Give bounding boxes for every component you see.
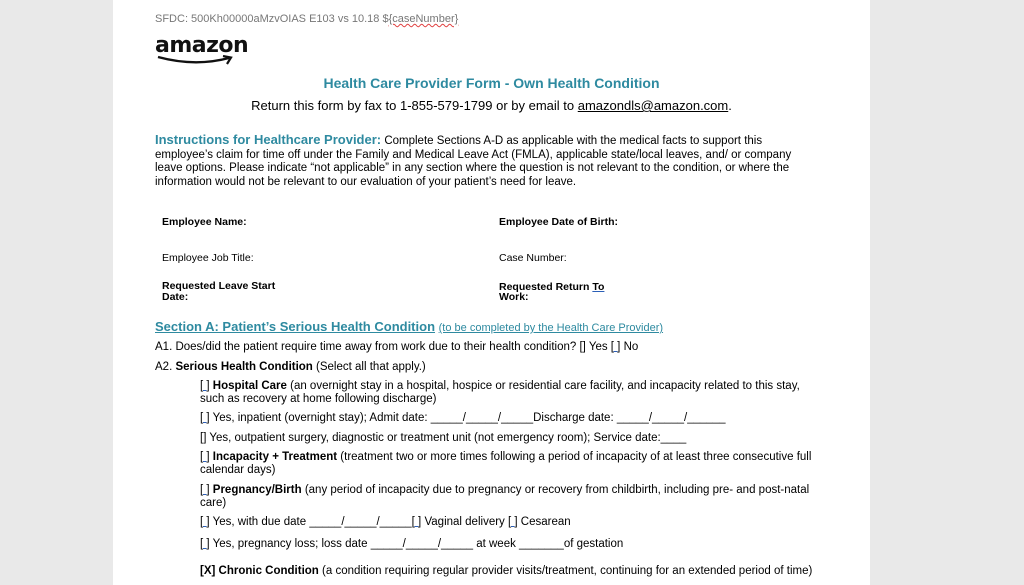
smile-arrow-icon bbox=[155, 55, 245, 67]
job-title-label: Employee Job Title: bbox=[162, 252, 254, 264]
instructions-paragraph: Instructions for Healthcare Provider: Complete Sections A-D as applicable with the medical facts to support this employee’s claim for time off under the Family and Medical Leave Act (FMLA), applicable state/local leaves, and/ or company leave options. Please indicate “not applicable” in any section where the question is not relevant to the condition, or where the information would not be relevant to our evaluation of your patient’s need for leave. bbox=[155, 132, 792, 188]
vaginal-checkbox[interactable]: [ ] bbox=[411, 516, 422, 528]
option-incapacity-treatment: [ ] Incapacity + Treatment (treatment two or more times following a period of incapacity of at least three consecutive full calendar days) bbox=[200, 451, 812, 476]
leave-start-label: Requested Leave Start Date: bbox=[162, 280, 276, 303]
amazon-logo bbox=[155, 33, 249, 65]
cesarean-checkbox[interactable]: [ ] bbox=[508, 516, 518, 528]
hospital-checkbox[interactable]: [ ] bbox=[200, 380, 210, 392]
employee-dob-label: Employee Date of Birth: bbox=[499, 216, 619, 228]
option-pregnancy-loss: [ ] Yes, pregnancy loss; loss date _____/_____/_____ at week _______of gestation bbox=[200, 538, 624, 550]
logo-wordmark: amazon bbox=[155, 33, 249, 58]
inpatient-checkbox[interactable]: [ ] bbox=[200, 412, 210, 424]
option-inpatient: [ ] Yes, inpatient (overnight stay); Admit date: _____/_____/_____Discharge date: _____/_____/______ bbox=[200, 412, 726, 424]
option-pregnancy-birth: [ ] Pregnancy/Birth (any period of incapacity due to pregnancy or recovery from childbirth, including pre- and post-natal care) bbox=[200, 484, 810, 509]
return-instructions: Return this form by fax to 1-855-579-1799 or by email to amazondls@amazon.com. bbox=[251, 98, 732, 113]
form-title: Health Care Provider Form - Own Health Condition bbox=[323, 75, 660, 91]
pregnancy-checkbox[interactable]: [ ] bbox=[200, 484, 210, 496]
document-page bbox=[113, 0, 870, 585]
case-number-label: Case Number: bbox=[499, 252, 567, 264]
sfdc-prefix: SFDC: 500Kh00000aMzvOIAS E103 vs 10.18 $ bbox=[155, 13, 389, 25]
section-a-heading: Section A: Patient’s Serious Health Condition (to be completed by the Health Care Provider) bbox=[155, 319, 664, 334]
option-due-date: [ ] Yes, with due date _____/_____/_____[ ] Vaginal delivery [ ] Cesarean bbox=[200, 516, 571, 528]
question-a2: A2. Serious Health Condition (Select all that apply.) bbox=[155, 361, 426, 373]
sfdc-header bbox=[155, 13, 458, 25]
incapacity-checkbox[interactable]: [ ] bbox=[200, 451, 210, 463]
instructions-lead: Instructions for Healthcare Provider: bbox=[155, 132, 382, 147]
employee-name-label: Employee Name: bbox=[162, 216, 247, 228]
due-date-checkbox[interactable]: [ ] bbox=[200, 516, 210, 528]
case-number-placeholder: {caseNumber} bbox=[388, 13, 459, 25]
email-link[interactable]: amazondls@amazon.com bbox=[577, 98, 729, 113]
option-hospital-care: [ ] Hospital Care (an overnight stay in a hospital, hospice or residential care facility, and incapacity related to this stay, such as recovery at home following discharge) bbox=[200, 380, 800, 405]
question-a1: A1. Does/did the patient require time away from work due to their health condition? [] Yes [ ] No bbox=[155, 341, 639, 353]
chronic-checkbox[interactable]: [X] bbox=[200, 565, 216, 577]
option-outpatient: [] Yes, outpatient surgery, diagnostic or treatment unit (not emergency room); Service date:____ bbox=[200, 432, 687, 444]
option-chronic-condition: [X] Chronic Condition (a condition requiring regular provider visits/treatment, continuing for an extended period of time) bbox=[200, 565, 813, 577]
a1-no-checkbox[interactable]: [ ] bbox=[610, 341, 621, 353]
return-to-work-label: Requested Return To Work: bbox=[499, 281, 605, 303]
loss-checkbox[interactable]: [ ] bbox=[200, 538, 210, 550]
